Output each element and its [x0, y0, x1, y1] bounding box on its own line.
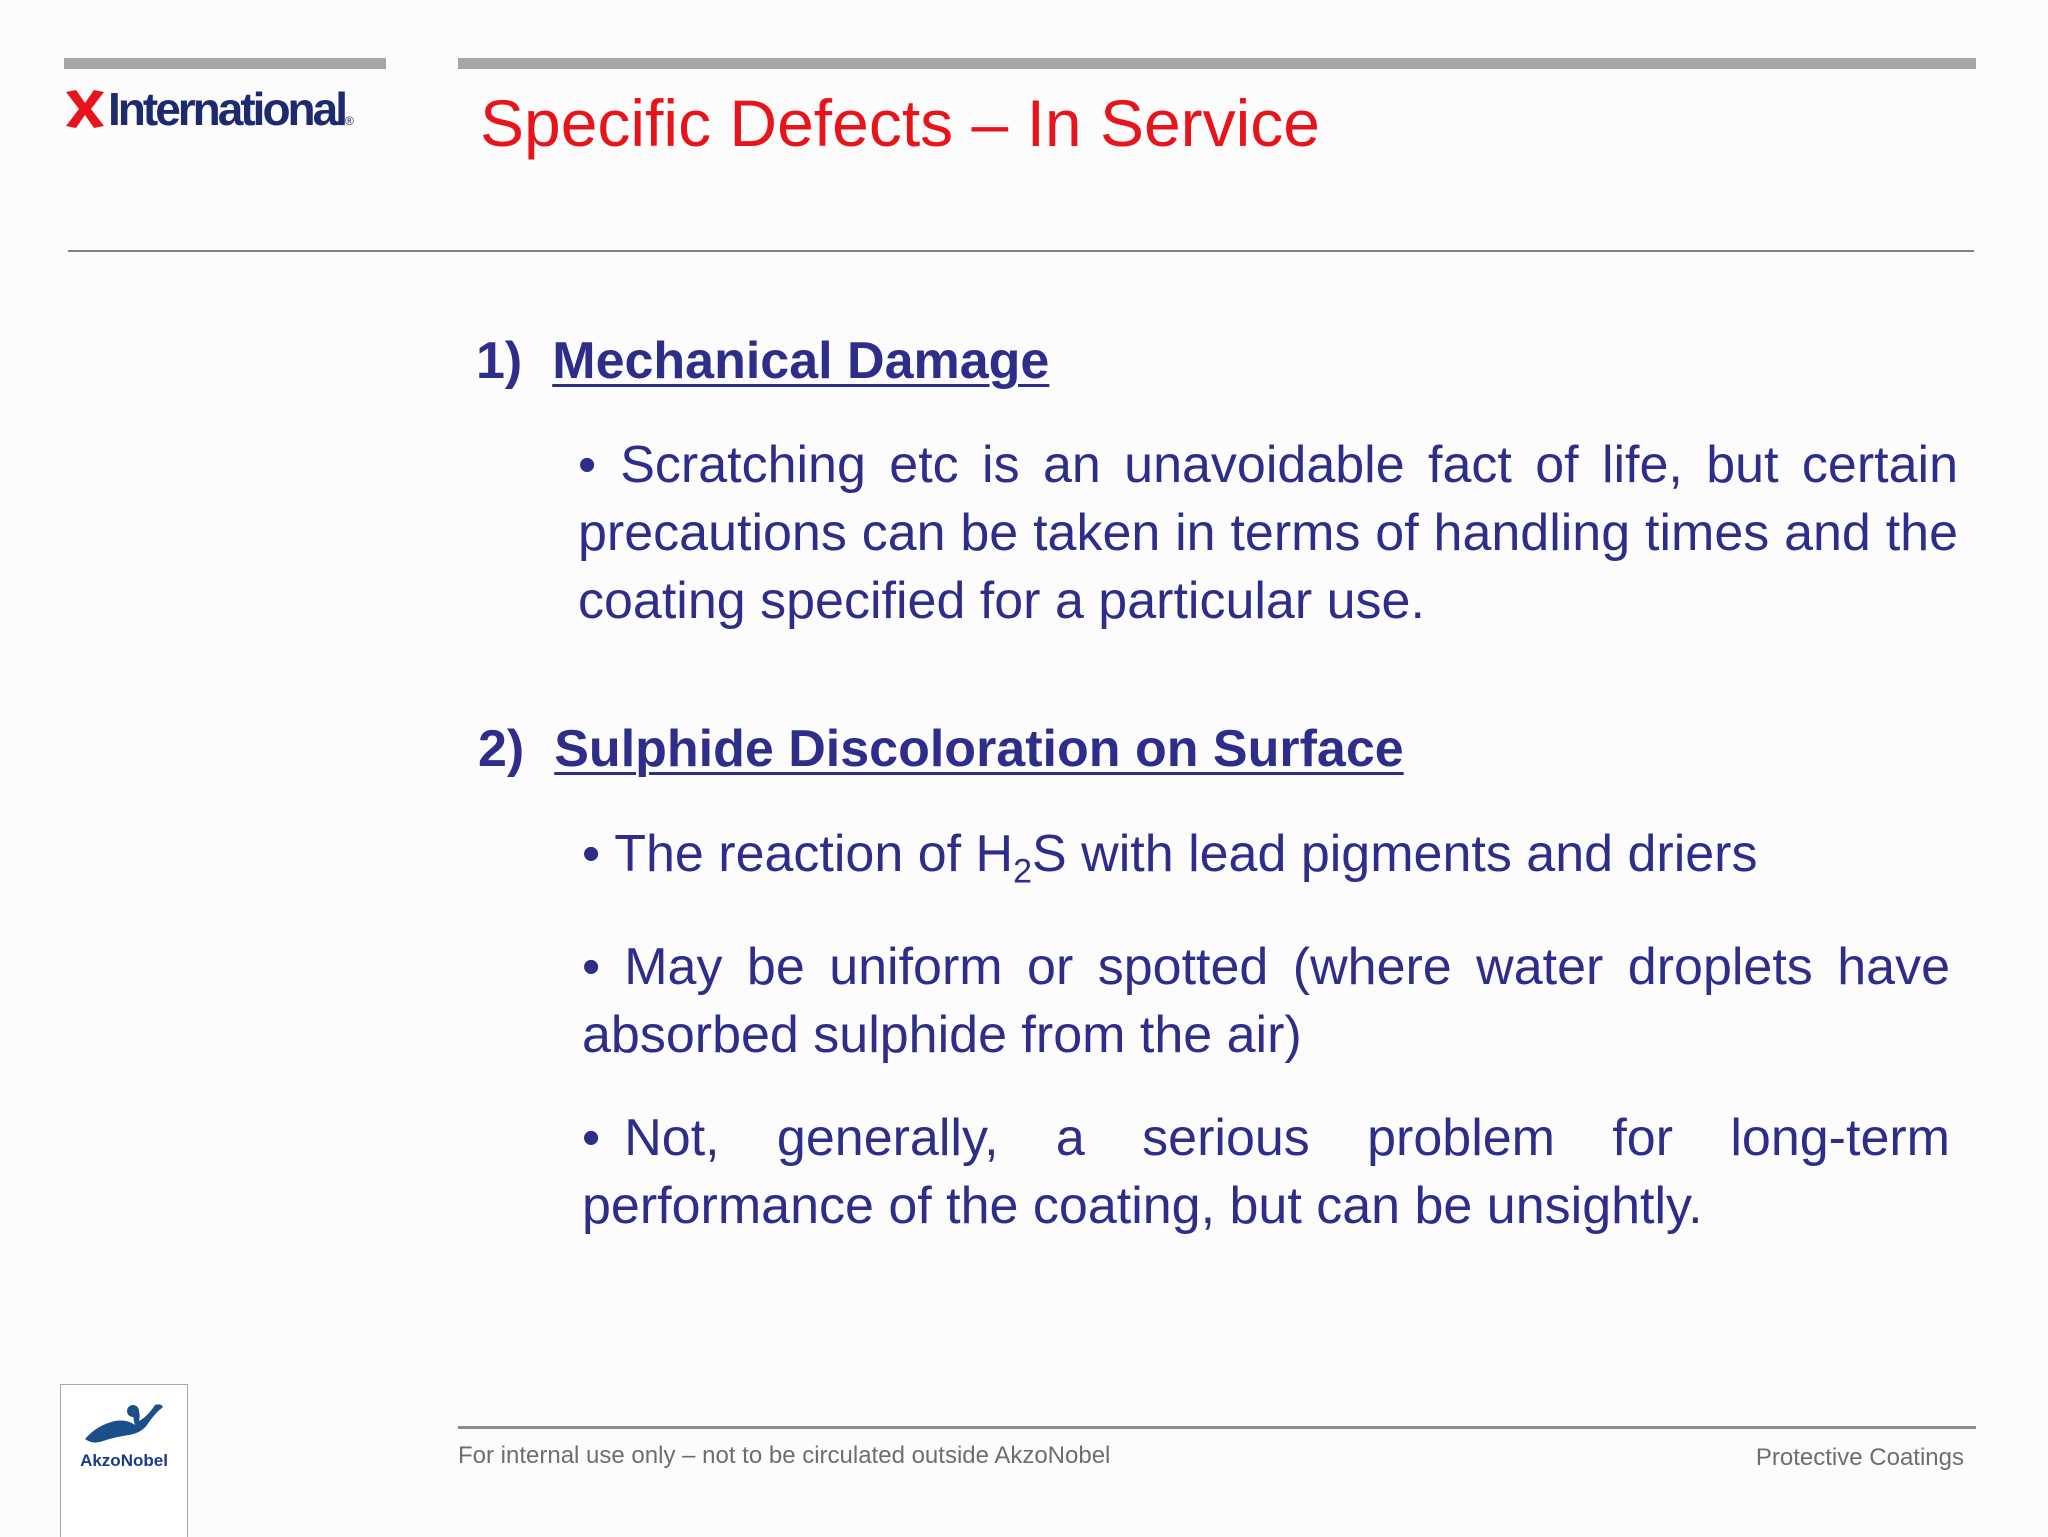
section-1-heading: [476, 330, 1049, 392]
bullet-dot: •: [582, 938, 601, 996]
slide-title: Specific Defects – In Service: [480, 86, 1321, 160]
akzonobel-figure-icon: [75, 1399, 173, 1447]
bullet-text: Not, generally, a serious problem for long-term performance of the coating, but can be unsightly.: [582, 1109, 1950, 1235]
section-1-bullet-1: [578, 431, 1958, 635]
akzonobel-wordmark: AkzoNobel: [80, 1451, 168, 1470]
bullet-text: May be uniform or spotted (where water droplets have absorbed sulphide from the air): [582, 938, 1950, 1064]
section-1-title: Mechanical Damage: [552, 332, 1050, 390]
bullet-dot: •: [582, 1109, 601, 1167]
bullet-text-part-1: The reaction of H: [614, 825, 1014, 883]
logo-wordmark: International: [108, 83, 346, 135]
header-divider: [68, 250, 1974, 252]
akzonobel-logo: [60, 1384, 188, 1537]
footer-division-label: Protective Coatings: [1755, 1444, 1964, 1471]
header-bar-left: [64, 58, 386, 69]
international-x-icon: [62, 86, 108, 132]
section-2-bullet-3: [582, 1104, 1950, 1240]
subscript-2: 2: [1013, 852, 1033, 891]
footer-confidentiality-note: For internal use only – not to be circulated outside AkzoNobel: [458, 1442, 1111, 1469]
bullet-dot: •: [578, 436, 597, 494]
bullet-text: Scratching etc is an unavoidable fact of life, but certain precautions can be taken in terms of handling times and the coating specified for a particular use.: [578, 436, 1958, 630]
section-2-bullet-1: [582, 820, 1982, 891]
header-bar-right: [458, 58, 1976, 69]
registered-mark: ®: [345, 114, 354, 128]
footer-divider: [458, 1426, 1976, 1429]
section-2-number: 2): [478, 720, 525, 778]
bullet-dot: •: [582, 825, 601, 883]
section-2-title: Sulphide Discoloration on Surface: [554, 720, 1404, 778]
section-1-number: 1): [476, 332, 523, 390]
section-2-heading: [478, 718, 1404, 780]
international-logo: [62, 83, 354, 135]
bullet-text-part-2: S with lead pigments and driers: [1032, 825, 1758, 883]
section-2-bullet-2: [582, 933, 1950, 1069]
